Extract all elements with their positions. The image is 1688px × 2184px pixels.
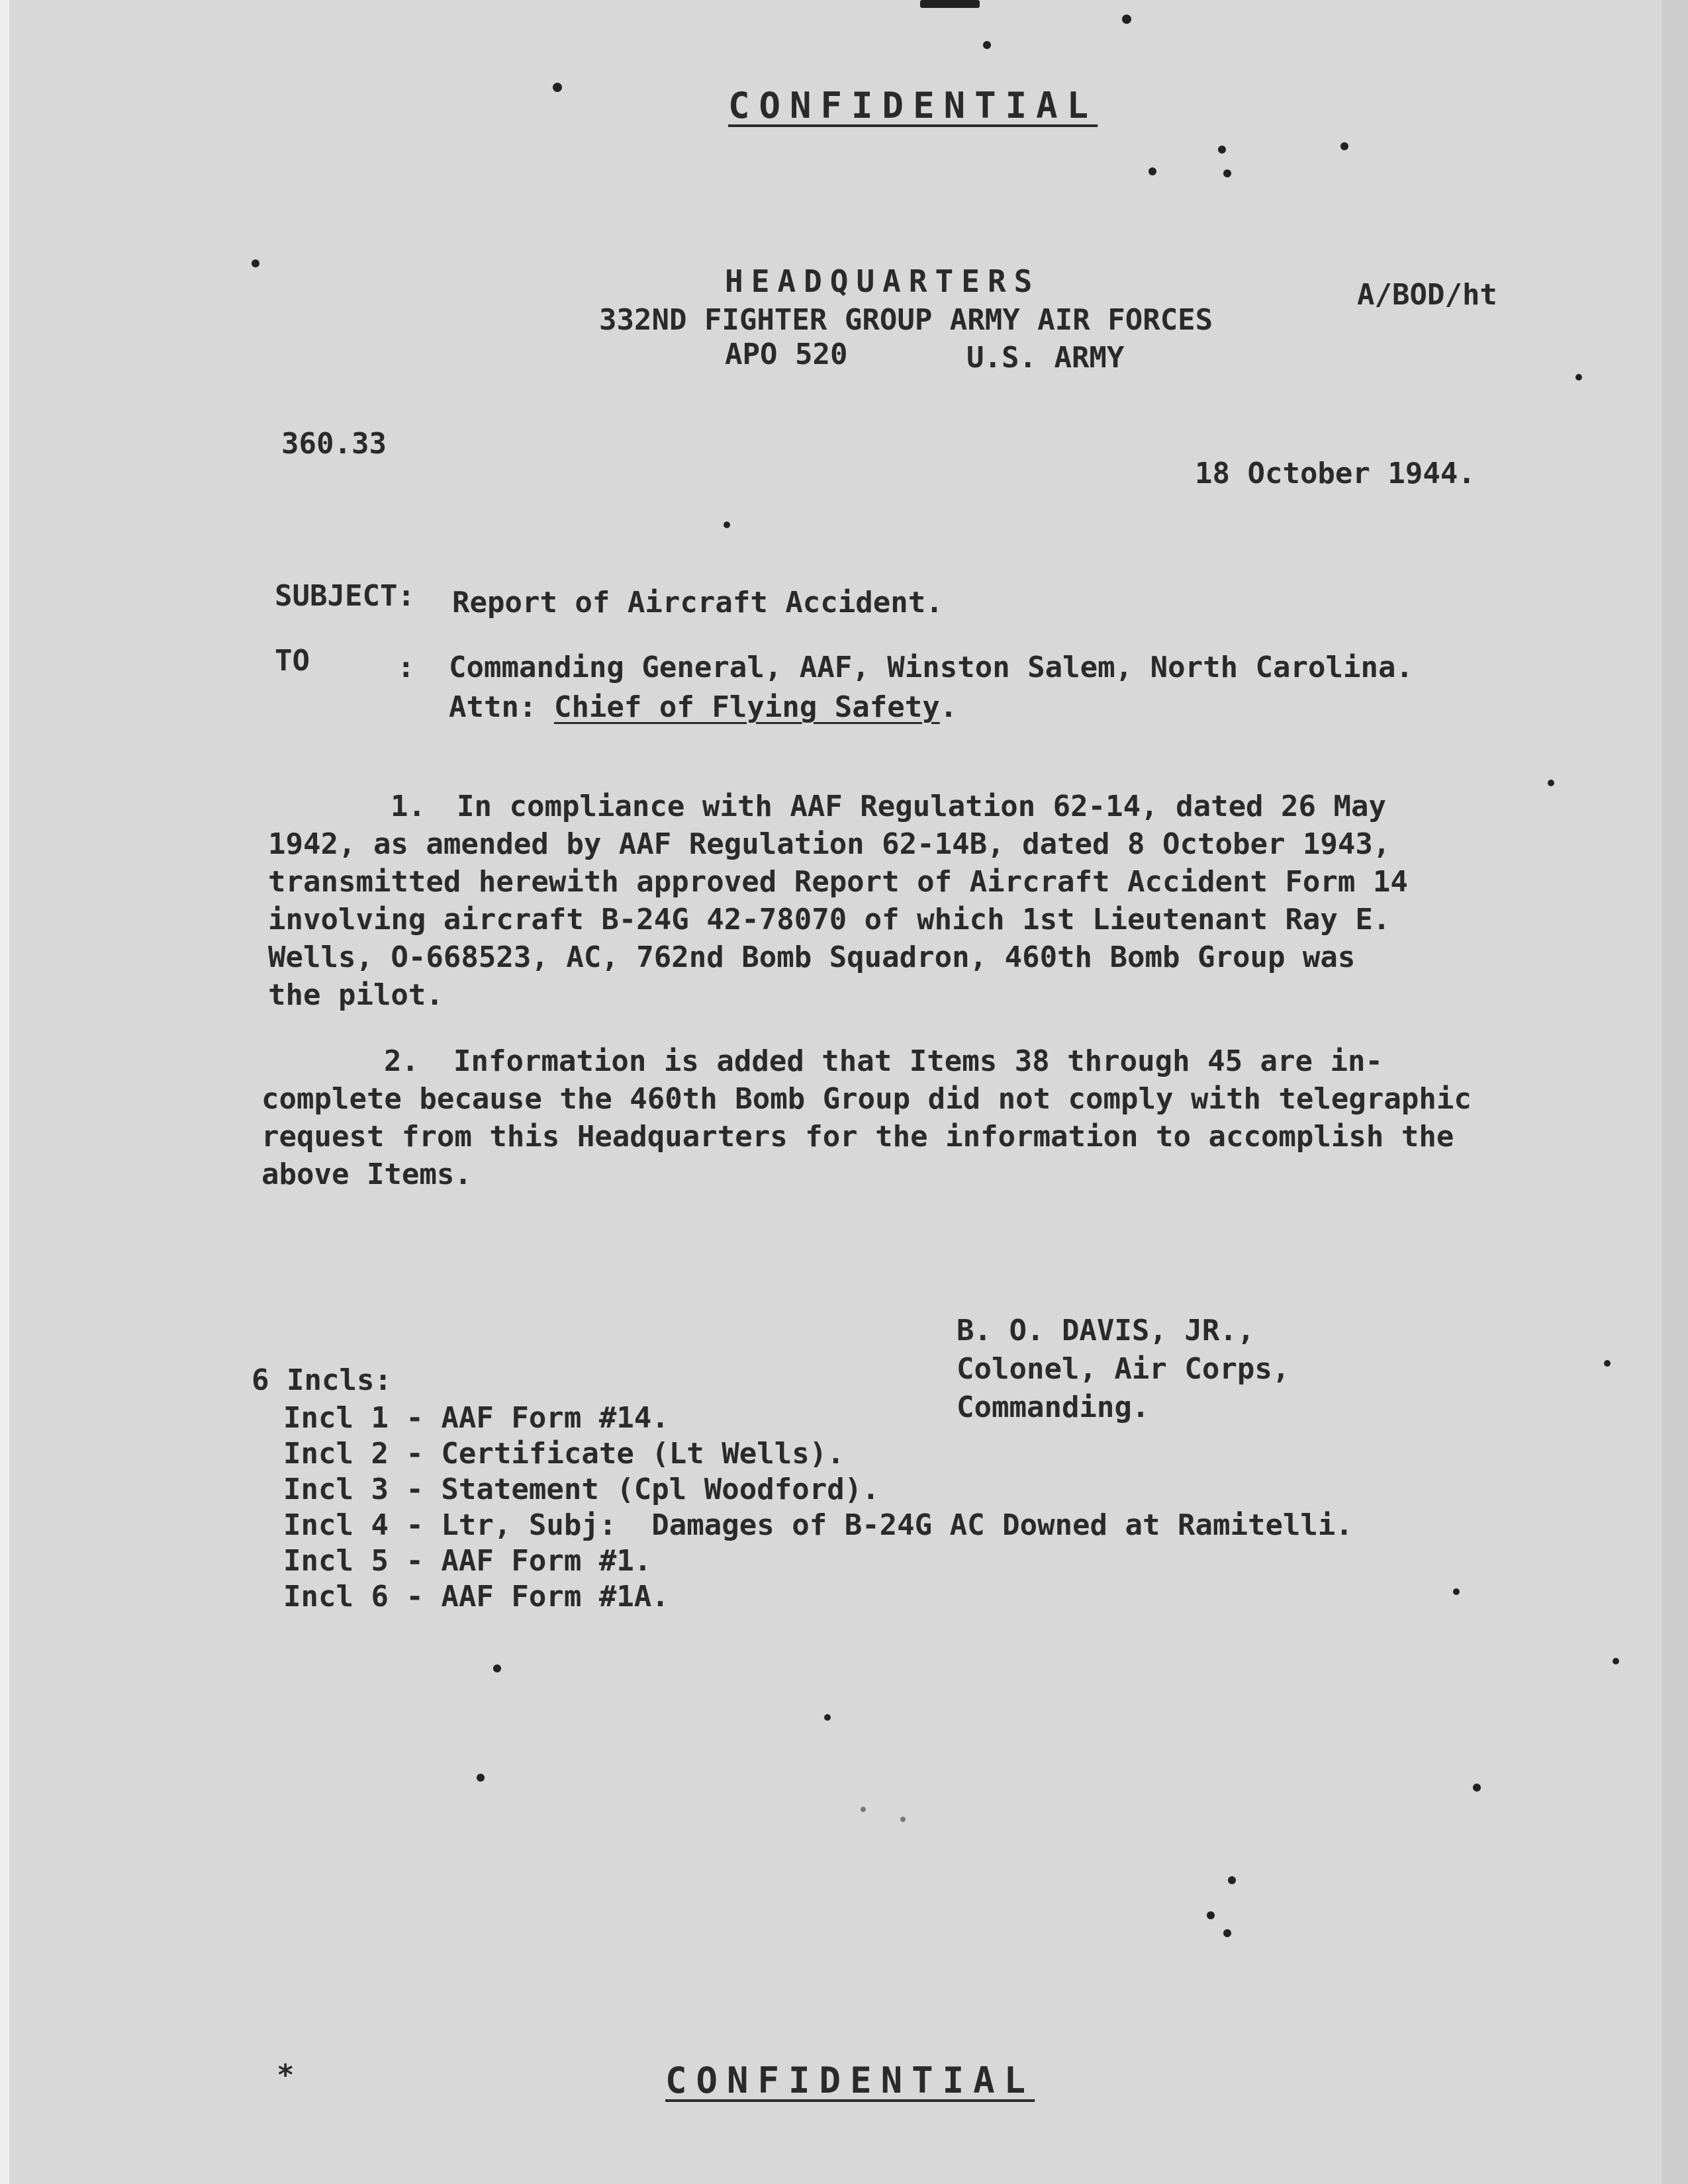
letter-date: 18 October 1944. (1195, 457, 1476, 490)
paragraph-1-line: Wells, O-668523, AC, 762nd Bomb Squadron, 460th Bomb Group was (268, 940, 1356, 974)
attn-text: Chief of Flying Safety (553, 690, 940, 724)
scan-speck (1223, 169, 1231, 177)
signature-name: B. O. DAVIS, JR., (957, 1314, 1255, 1347)
paragraph-1-line: involving aircraft B-24G 42-78070 of which 1st Lieutenant Ray E. (268, 903, 1391, 936)
scan-speck (1473, 1784, 1481, 1792)
scan-speck (1228, 1876, 1236, 1884)
scan-speck (1122, 15, 1131, 24)
enclosure-item: Incl 2 - Certificate (Lt Wells). (283, 1437, 845, 1471)
scan-speck (983, 41, 991, 49)
scan-speck (900, 1817, 906, 1822)
enclosure-item: Incl 3 - Statement (Cpl Woodford). (283, 1473, 880, 1506)
attn-end: . (939, 690, 958, 724)
scan-speck (1548, 780, 1554, 786)
scan-speck (1575, 374, 1582, 381)
hq-unit: 332ND FIGHTER GROUP ARMY AIR FORCES (599, 303, 1213, 337)
scan-speck (252, 259, 259, 267)
paragraph-2-line: Information is added that Items 38 through 45 are in- (453, 1044, 1383, 1078)
paragraph-2-line: above Items. (261, 1158, 472, 1191)
hq-title: HEADQUARTERS (725, 263, 1041, 299)
page-mark: * (277, 2058, 295, 2092)
enclosure-item: Incl 5 - AAF Form #1. (283, 1544, 652, 1578)
scan-speck (1223, 1929, 1231, 1937)
paragraph-1-line: transmitted herewith approved Report of Aircraft Accident Form 14 (268, 865, 1408, 899)
signature-rank: Colonel, Air Corps, (957, 1352, 1290, 1386)
paragraph-1-line: 1942, as amended by AAF Regulation 62-14B, dated 8 October 1943, (268, 827, 1391, 861)
page-edge-left (0, 0, 9, 2184)
paragraph-1-number: 1. (391, 790, 426, 823)
to-text: Commanding General, AAF, Winston Salem, North Carolina. (449, 651, 1413, 684)
paragraph-2-line: complete because the 460th Bomb Group did not comply with telegraphic (261, 1082, 1472, 1116)
enclosures-heading: 6 Incls: (252, 1363, 392, 1397)
classification-bottom: CONFIDENTIAL (665, 2060, 1035, 2101)
scan-speck (920, 0, 980, 8)
scan-speck (724, 522, 730, 528)
scan-speck (1149, 167, 1156, 175)
scan-speck (1207, 1911, 1215, 1919)
paragraph-1-line: In compliance with AAF Regulation 62-14, dated 26 May (457, 790, 1386, 823)
signature-role: Commanding. (957, 1390, 1150, 1424)
paragraph-2-number: 2. (384, 1044, 419, 1078)
hq-army: U.S. ARMY (966, 341, 1125, 375)
enclosure-item: Incl 1 - AAF Form #14. (283, 1401, 669, 1435)
enclosure-item: Incl 6 - AAF Form #1A. (283, 1580, 669, 1614)
reference-code: A/BOD/ht (1357, 278, 1497, 312)
paragraph-2-line: request from this Headquarters for the information to accomplish the (261, 1120, 1454, 1154)
scan-speck (1604, 1360, 1611, 1367)
classification-top: CONFIDENTIAL (728, 85, 1098, 126)
page-edge-right (1662, 0, 1688, 2184)
hq-apo: APO 520 (725, 338, 848, 371)
scan-speck (861, 1807, 866, 1812)
subject-label: SUBJECT: (275, 579, 415, 613)
to-colon: : (397, 651, 415, 684)
scan-speck (493, 1664, 501, 1672)
subject-text: Report of Aircraft Accident. (452, 586, 943, 619)
scan-speck (824, 1714, 831, 1721)
enclosure-item: Incl 4 - Ltr, Subj: Damages of B-24G AC Downed at Ramitelli. (283, 1508, 1353, 1542)
scan-speck (1453, 1588, 1460, 1595)
scan-speck (1340, 142, 1348, 150)
scan-speck (553, 83, 562, 92)
scan-speck (1613, 1658, 1619, 1664)
file-number: 360.33 (281, 427, 387, 461)
scan-speck (477, 1774, 485, 1782)
paragraph-1-line: the pilot. (268, 978, 444, 1012)
attn-label: Attn: (449, 690, 537, 724)
scan-speck (1218, 146, 1226, 154)
to-label: TO (275, 644, 310, 678)
attn-line (449, 690, 957, 724)
